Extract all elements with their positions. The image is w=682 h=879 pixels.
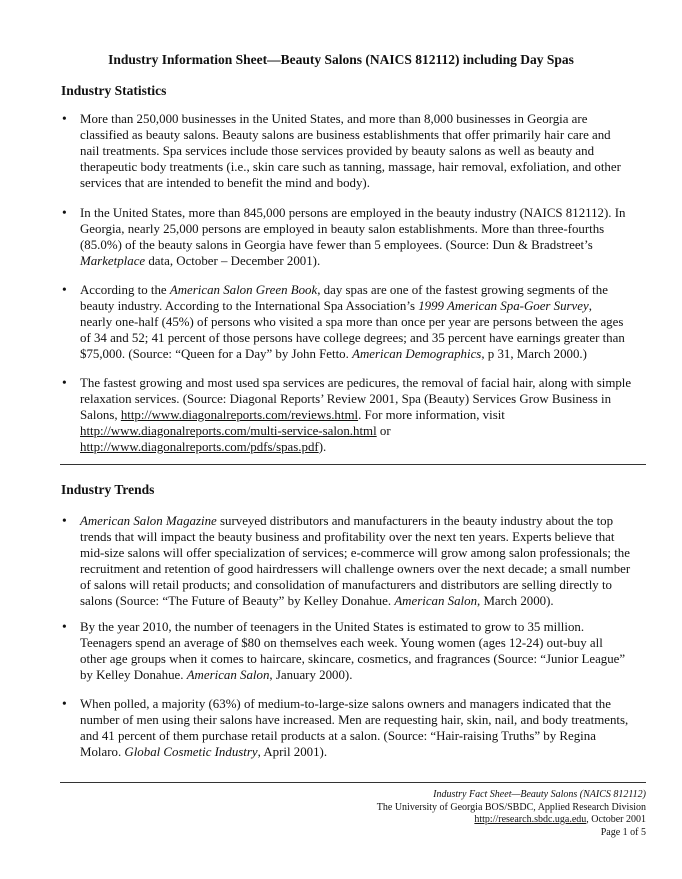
text-line: of 34 and 52; 41 percent of those persons have college degrees; and 35 percent have earnings greater than: [80, 331, 625, 345]
text-line: [80, 593, 646, 609]
statistics-bullet-1: [62, 111, 646, 191]
text-line: [80, 667, 646, 683]
trends-bullet-2: [62, 619, 646, 683]
text-span: data, October – December 2001).: [145, 254, 321, 268]
text-span: , January 2000).: [269, 668, 353, 682]
text-span: beauty industry. According to the International Spa Association’s: [80, 299, 419, 313]
footer-page-number: Page 1 of 5: [600, 826, 646, 838]
bullet-dot: •: [62, 205, 67, 220]
text-line: By the year 2010, the number of teenagers in the United States is estimated to grow to 35 million.: [80, 620, 585, 634]
text-line: [80, 439, 646, 455]
text-span: surveyed distributors and manufacturers in the beauty industry about the top: [216, 514, 614, 528]
bullet-dot: •: [62, 696, 67, 711]
bullet-dot: •: [62, 619, 67, 634]
text-span: , March 2000).: [477, 594, 554, 608]
text-line: [80, 253, 646, 269]
trends-bullet-1: [62, 513, 646, 609]
text-line: When polled, a majority (63%) of medium-to-large-size salons owners and managers indicated that the: [80, 697, 611, 711]
text-line: of salons will retail products; and consolidation of manufacturers and distributors are selling directly to: [80, 578, 612, 592]
text-span: salons (Source: “The Future of Beauty” by Kelley Donahue.: [80, 594, 395, 608]
link-diagonal-spas-pdf[interactable]: http://www.diagonalreports.com/pdfs/spas.pdf: [80, 440, 319, 454]
text-span: , April 2001).: [257, 745, 328, 759]
text-span: , p 31, March 2000.): [481, 347, 587, 361]
text-span: Salons,: [80, 408, 121, 422]
text-line: [80, 298, 646, 314]
text-span: ).: [318, 440, 327, 454]
text-line: and 41 percent of them purchase retail products at a salon. (Source: “Hair-raising Truths” by Regina: [80, 729, 596, 743]
text-line: relaxation services. (Source: Diagonal Reports’ Review 2001, Spa (Beauty) Services Grow Business in: [80, 392, 612, 406]
publication-title: American Salon: [394, 594, 478, 608]
publication-title: Marketplace: [80, 254, 146, 268]
text-line: mid-size salons will offer specialization of services; e-commerce will grow among salon professionals; the: [80, 546, 630, 560]
footer-date-line: [246, 814, 646, 827]
text-span: $75,000. (Source: “Queen for a Day” by John Fetto.: [80, 347, 353, 361]
text-line: In the United States, more than 845,000 persons are employed in the beauty industry (NAICS 812112). In: [80, 206, 626, 220]
section-divider: [60, 464, 646, 465]
text-line: [80, 282, 646, 298]
footer-organization: The University of Georgia BOS/SBDC, Applied Research Division: [376, 801, 646, 813]
publication-title: American Salon: [186, 668, 270, 682]
text-line: Teenagers spend an average of $80 on themselves each week. Young women (ages 12-24) out-buy all: [80, 636, 603, 650]
bullet-dot: •: [62, 375, 67, 390]
text-line: nearly one-half (45%) of persons who visited a spa more than once per year are persons between the ages: [80, 315, 624, 329]
statistics-bullet-3: [62, 282, 646, 362]
text-line: classified as beauty salons. Beauty salons are business establishments that offer primarily hair care and: [80, 128, 611, 142]
text-line: Georgia, nearly 25,000 persons are employed in beauty salon establishments. More than three-fourths: [80, 222, 605, 236]
statistics-bullet-4: [62, 375, 646, 455]
text-line: therapeutic body treatments (i.e., skin care such as tanning, massage, hair removal, exfoliation, and other: [80, 160, 621, 174]
text-span: by Kelley Donahue.: [80, 668, 187, 682]
publication-title: Global Cosmetic Industry: [124, 745, 258, 759]
trends-bullet-3: [62, 696, 646, 760]
publication-title: 1999 American Spa-Goer Survey: [418, 299, 589, 313]
text-line: [80, 423, 646, 439]
text-line: other age groups when it comes to haircare, skincare, cosmetics, and fragrances (Source: “Junior League”: [80, 652, 626, 666]
text-span: Molaro.: [80, 745, 125, 759]
text-line: trends that will impact the beauty business and profitability over the next ten years. Experts believe that: [80, 530, 615, 544]
text-line: [80, 744, 646, 760]
link-diagonal-multi-service-salon[interactable]: http://www.diagonalreports.com/multi-service-salon.html: [80, 424, 377, 438]
bullet-dot: •: [62, 111, 67, 126]
link-diagonal-reviews[interactable]: http://www.diagonalreports.com/reviews.html: [120, 408, 359, 422]
footer-divider: [60, 782, 646, 783]
publication-title: American Salon Magazine: [80, 514, 217, 528]
text-span: or: [376, 424, 391, 438]
document-title: Industry Information Sheet—Beauty Salons (NAICS 812112) including Day Spas: [108, 52, 574, 67]
footer-date: , October 2001: [586, 814, 646, 825]
heading-industry-statistics: Industry Statistics: [61, 83, 167, 98]
page-footer: [246, 789, 646, 839]
text-line: services that are intended to benefit the mind and body).: [80, 176, 370, 190]
publication-title: American Salon Green Book: [169, 283, 318, 297]
bullet-dot: •: [62, 282, 67, 297]
text-span: . For more information, visit: [358, 408, 505, 422]
text-line: [80, 346, 646, 362]
bullet-dot: •: [62, 513, 67, 528]
text-line: number of men using their salons have increased. Men are requesting hair, skin, nail, and body treatments,: [80, 713, 629, 727]
publication-title: American Demographics: [352, 347, 482, 361]
text-line: [80, 407, 646, 423]
heading-industry-trends: Industry Trends: [61, 482, 155, 497]
text-line: More than 250,000 businesses in the United States, and more than 8,000 businesses in Georgia are: [80, 112, 588, 126]
text-line: nail treatments. Spa services include those services provided by beauty salons as well as beauty and: [80, 144, 595, 158]
text-span: , day spas are one of the fastest growing segments of the: [317, 283, 608, 297]
statistics-bullet-2: [62, 205, 646, 269]
footer-document-title: Industry Fact Sheet—Beauty Salons (NAICS 812112): [433, 789, 646, 800]
footer-link[interactable]: http://research.sbdc.uga.edu: [474, 814, 587, 825]
text-line: (85.0%) of the beauty salons in Georgia have fewer than 5 employees. (Source: Dun & Bradstreet’s: [80, 238, 593, 252]
text-line: The fastest growing and most used spa services are pedicures, the removal of facial hair, along with simple: [80, 376, 632, 390]
text-span: According to the: [80, 283, 170, 297]
text-span: ,: [588, 299, 592, 313]
text-line: recruitment and retention of good hairdressers will challenge owners over the next decade; a small number: [80, 562, 631, 576]
text-line: [80, 513, 646, 529]
